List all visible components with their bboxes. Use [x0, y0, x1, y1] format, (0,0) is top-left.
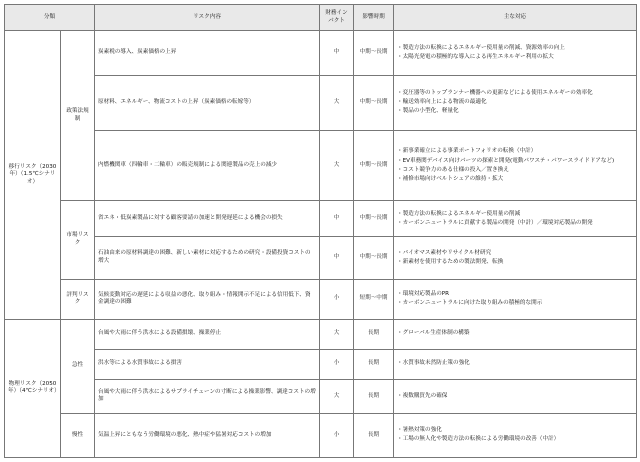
impact-timing: 中期～長期 — [354, 131, 394, 201]
financial-impact: 中 — [320, 31, 354, 76]
response-item: ・ 新事業確立による事業ポートフォリオの転換（中計） — [397, 148, 633, 156]
table-row — [5, 31, 637, 76]
response-cell — [394, 319, 637, 349]
risk-table — [4, 4, 637, 458]
subcategory-reputation-risk: 評判リスク — [61, 279, 95, 319]
risk-content: 省エネ・低炭素製品に対する顧客要請の加速と開発遅延による機会の損失 — [95, 201, 320, 237]
risk-content: 内燃機関車（四輪車・二輪車）の販売規制による関連製品の売上の減少 — [95, 131, 320, 201]
response-item: ・ 新素材を使用するための製法開発、転換 — [397, 259, 633, 267]
financial-impact: 小 — [320, 349, 354, 379]
response-item: ・ 製品の小型化、軽量化 — [397, 108, 633, 116]
financial-impact: 小 — [320, 279, 354, 319]
response-item: ・ 製造方法の転換によるエネルギー使用量の削減 — [397, 211, 633, 219]
response-item: ・ 環境対応製品のPR — [397, 291, 633, 299]
table-row — [5, 379, 637, 413]
table-row — [5, 131, 637, 201]
response-item: ・ グローバル生産体制の構築 — [397, 330, 633, 338]
impact-timing: 中期～長期 — [354, 201, 394, 237]
financial-impact: 中 — [320, 237, 354, 279]
response-item: ・ 太陽光発電の積極的な導入による再生エネルギー利用の拡大 — [397, 54, 633, 62]
table-row — [5, 76, 637, 131]
impact-timing: 中期～長期 — [354, 237, 394, 279]
response-item: ・ コスト競争力のある仕様の投入／置き換え — [397, 167, 633, 175]
response-cell — [394, 349, 637, 379]
impact-timing: 短期～中期 — [354, 279, 394, 319]
impact-timing: 長期 — [354, 319, 394, 349]
risk-content: 炭素税の導入、炭素価格の上昇 — [95, 31, 320, 76]
table-row — [5, 279, 637, 319]
category-physical-risk: 物理リスク（2050年）（4℃シナリオ） — [5, 319, 61, 457]
header-timing: 影響時期 — [354, 5, 394, 31]
table-row — [5, 237, 637, 279]
risk-content: 台風や大雨に伴う洪水による設備損壊、操業停止 — [95, 319, 320, 349]
financial-impact: 大 — [320, 379, 354, 413]
table-row — [5, 319, 637, 349]
response-item: ・ 暑熱対策の強化 — [397, 427, 633, 435]
risk-content: 気温上昇にともなう労働環境の悪化、熱中症や猛暑対応コストの増加 — [95, 413, 320, 457]
financial-impact: 中 — [320, 201, 354, 237]
impact-timing: 長期 — [354, 349, 394, 379]
response-item: ・ 変圧器等のトップランナー機器への更新などによる使用エネルギーの効率化 — [397, 90, 633, 98]
subcategory-market-risk: 市場リスク — [61, 201, 95, 279]
risk-content: 石油由来の原材料調達の困難、新しい素材に対応するための研究・設備投資コストの増大 — [95, 237, 320, 279]
subcategory-policy-regulation: 政策法規制 — [61, 31, 95, 201]
risk-content: 洪水等による水質事故による損害 — [95, 349, 320, 379]
response-item: ・ 輸送効率向上による物流の最適化 — [397, 99, 633, 107]
subcategory-acute: 急性 — [61, 319, 95, 413]
financial-impact: 小 — [320, 413, 354, 457]
response-item: ・ 工場の無人化や製造方法の転換による労働環境の改善（中計） — [397, 436, 633, 444]
response-cell — [394, 201, 637, 237]
header-impact: 財務インパクト — [320, 5, 354, 31]
response-cell — [394, 379, 637, 413]
response-item: ・ EV車務関デバイス向けパーツの探索と開発(電動パワステ・パワースライドドアなど) — [397, 158, 633, 166]
impact-timing: 長期 — [354, 379, 394, 413]
financial-impact: 大 — [320, 76, 354, 131]
header-response: 主な対応 — [394, 5, 637, 31]
response-cell — [394, 76, 637, 131]
table-row — [5, 201, 637, 237]
risk-content: 原材料、エネルギー、物流コストの上昇（炭素価格の転嫁等） — [95, 76, 320, 131]
impact-timing: 中期～長期 — [354, 31, 394, 76]
risk-content: 気候変動対応の遅延による収益の悪化、取り組み・情報開示不足による信用低下、資金調達の困難 — [95, 279, 320, 319]
category-transition-risk: 移行リスク（2030年）（1.5℃シナリオ） — [5, 31, 61, 320]
header-category: 分類 — [5, 5, 95, 31]
response-cell — [394, 131, 637, 201]
financial-impact: 大 — [320, 319, 354, 349]
response-cell — [394, 31, 637, 76]
response-item: ・ 水質事故未然防止策の強化 — [397, 360, 633, 368]
response-cell — [394, 413, 637, 457]
financial-impact: 大 — [320, 131, 354, 201]
impact-timing: 長期 — [354, 413, 394, 457]
response-item: ・ 補修市場向けベルトシェアの維持・拡大 — [397, 176, 633, 184]
header-content: リスク内容 — [95, 5, 320, 31]
risk-content: 台風や大雨に伴う洪水によるサプライチェーンの寸断による操業影響、調達コストの増加 — [95, 379, 320, 413]
impact-timing: 中期～長期 — [354, 76, 394, 131]
response-item: ・ 複数購買先の確保 — [397, 393, 633, 401]
header-row — [5, 5, 637, 31]
table-row — [5, 349, 637, 379]
response-item: ・ カーボンニュートラルに向けた取り組みの積極的な開示 — [397, 300, 633, 308]
response-item: ・ 製造方法の転換によるエネルギー使用量の削減、資源効率の向上 — [397, 45, 633, 53]
response-item: ・ カーボンニュートラルに貢献する製品の開発（中計）／環境対応製品の開発 — [397, 220, 633, 228]
response-item: ・ バイオマス素材やリサイクル材研究 — [397, 250, 633, 258]
response-cell — [394, 279, 637, 319]
subcategory-chronic: 慢性 — [61, 413, 95, 457]
response-cell — [394, 237, 637, 279]
table-row — [5, 413, 637, 457]
